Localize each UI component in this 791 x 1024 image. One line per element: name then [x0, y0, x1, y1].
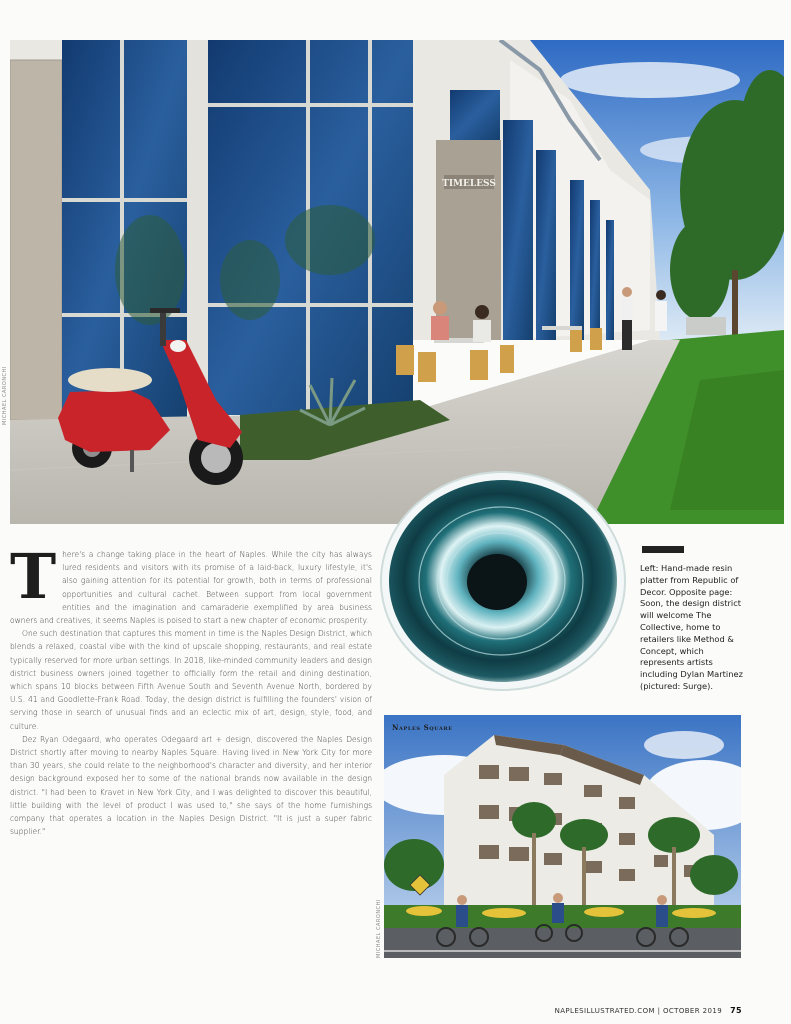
- page-number: 75: [730, 1006, 742, 1015]
- paragraph-text: here's a change taking place in the heart of Naples. While the city has always lured residents and visitors with its promise of a laid-back, luxury lifestyle, it's also gaining attention for its potential for growth, both in terms of professional opportunities and cultural cachet. Between support from local government entities and the imagination and camaraderie exemplified by area business owners and creatives, it seems Naples is poised to start a new chapter of economic prosperity.: [10, 550, 372, 626]
- naples-square-photo: [384, 715, 741, 958]
- article-paragraph: One such destination that captures this moment in time is the Naples Design District, which blends a relaxed, coastal vibe with the kind of upscale shopping, restaurants, and real estate typically reserved for more urban settings. In 2018, like-minded community leaders and design district business owners joined together to officially form the retail and dining destination, which spans 10 blocks between Fifth Avenue South and Seventh Avenue North, bordered by U.S. 41 and Goodlette-Frank Road. Today, the design district is fulfilling the founders' vision of serving those in search of unusual finds and an eclectic mix of art, design, style, food, and culture.: [10, 629, 372, 731]
- hero-photo-credit: MICHAEL CARONCHI: [2, 366, 8, 425]
- storefront-sign: TIMELESS: [442, 179, 496, 189]
- square-photo-credit: MICHAEL CARONCHI: [376, 899, 382, 958]
- article-paragraph: [10, 540, 372, 627]
- page-footer: [520, 1006, 742, 1015]
- drop-cap: T: [10, 540, 57, 613]
- hero-photo: [10, 40, 784, 524]
- storefront-illustration: [10, 40, 784, 524]
- naples-square-label: Naples Square: [392, 723, 453, 732]
- footer-site-date: NAPLESILLUSTRATED.COM | OCTOBER 2019: [554, 1007, 723, 1015]
- caption-rule: [642, 546, 684, 553]
- resin-platter-photo: [379, 470, 627, 692]
- platter-illustration: [379, 470, 627, 692]
- photo-caption: Left: Hand-made resin platter from Republic of Decor. Opposite page: Soon, the design district will welcome The Collective, home to retailers like Method & Concept, which represents artists including Dylan Martinez (pictured: Surge).: [640, 563, 743, 691]
- article-paragraph: Dez Ryan Odegaard, who operates Odegaard art + design, discovered the Naples Design District shortly after moving to nearby Naples Square. Having lived in New York City for more than 30 years, she could relate to the neighborhood's character and diversity, and her interior design background exposed her to some of the national brands now available in the design district. "I had been to Kravet in New York City, and I was delighted to discover this beautiful, little building with the level of product I was used to," she says of the home furnishings company that operates a location in the Naples Design District. "It is just a super fabric supplier.": [10, 734, 372, 837]
- naples-square-illustration: [384, 715, 741, 958]
- article-body: [10, 540, 372, 838]
